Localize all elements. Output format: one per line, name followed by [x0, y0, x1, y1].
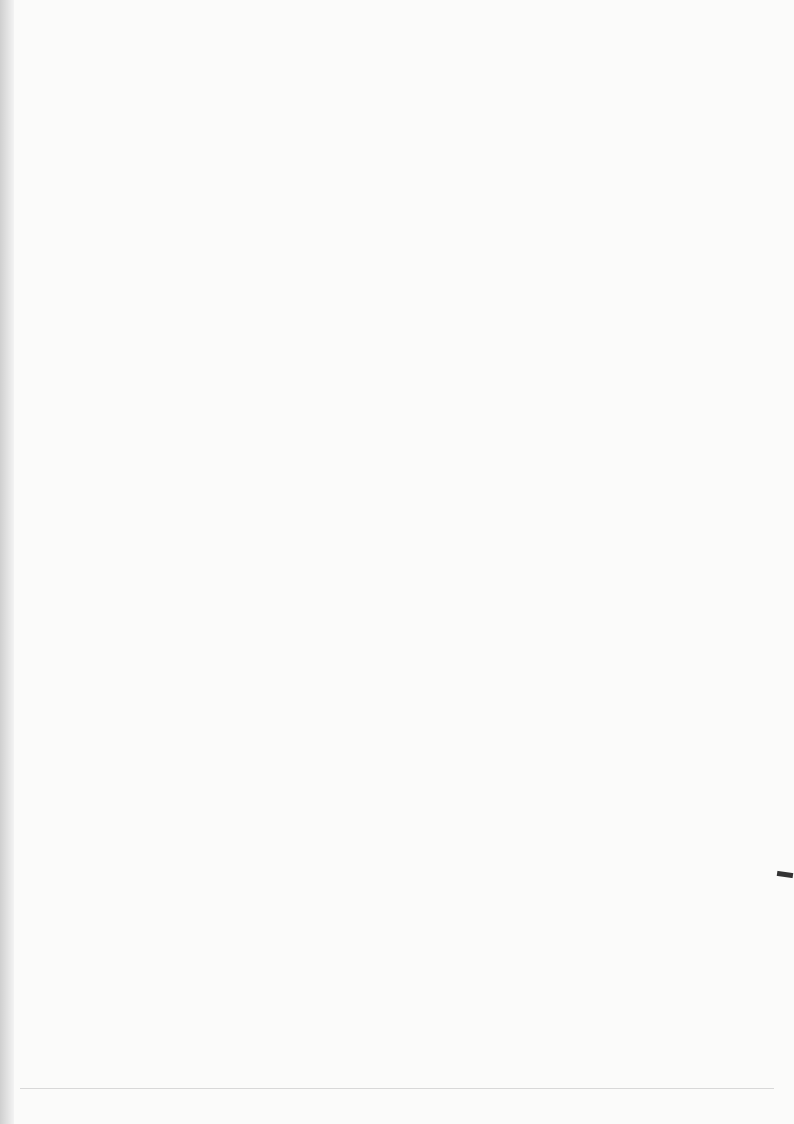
- bottom-divider: [20, 1088, 774, 1089]
